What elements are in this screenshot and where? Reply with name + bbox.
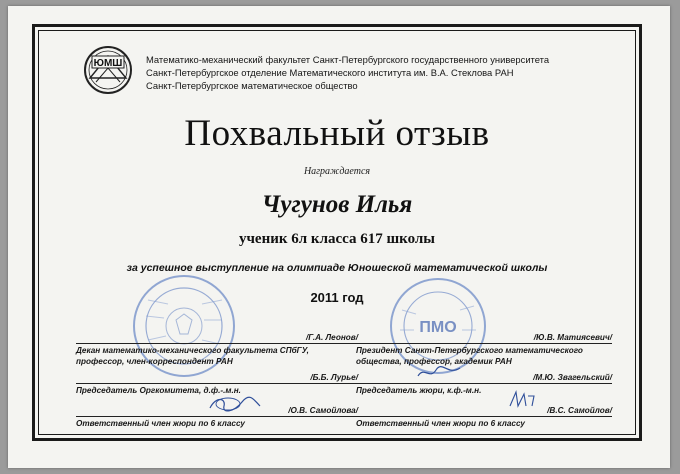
award-year: 2011 год	[310, 290, 364, 305]
stamp-center-text: ПМО	[419, 319, 457, 336]
ymsh-logo	[80, 44, 136, 96]
signature-leonov	[76, 333, 358, 367]
svg-text:ЮМШ: ЮМШ	[93, 58, 123, 69]
signer-name: /М.Ю. Звагельский/	[533, 373, 612, 382]
signer-title-line: Председатель жюри, к.ф.-м.н.	[356, 386, 482, 395]
header-line-3: Санкт-Петербургское математическое общество	[146, 80, 358, 91]
award-reason: за успешное выступление на олимпиаде Юношеской математической школы	[126, 262, 548, 274]
student-line: ученик 6л класса 617 школы	[238, 231, 436, 247]
signer-title-line: Ответственный член жюри по 6 классу	[76, 419, 245, 428]
signature-samoylova	[76, 406, 358, 430]
signer-title-line: Председатель Оргкомитета, д.ф.-.м.н.	[76, 386, 241, 395]
header-line-2: Санкт-Петербургское отделение Математического института им. В.А. Стеклова РАН	[146, 67, 514, 78]
header-organizations	[146, 53, 626, 92]
signer-title-line: Президент Санкт-Петербургского математического	[356, 346, 583, 355]
signer-name: /В.С. Самойлов/	[547, 406, 612, 415]
recipient-name: Чугунов Илья	[261, 191, 413, 218]
signer-title-line: общества, профессор, академик РАН	[356, 356, 512, 366]
signer-title-line: Декан математико-механического факультета СПбГУ,	[76, 346, 309, 355]
signature-zvagelsky	[356, 373, 612, 397]
awarded-label: Награждается	[303, 166, 371, 177]
signature-matiyasevich	[356, 333, 612, 367]
signature-samoylov	[356, 406, 612, 430]
signer-name: /Ю.В. Матиясевич/	[533, 333, 612, 342]
signer-name: /О.В. Самойлова/	[288, 406, 358, 415]
header-line-1: Математико-механический факультет Санкт-Петербургского государственного университета	[146, 54, 550, 65]
signer-title-line: профессор, член-корреспондент РАН	[76, 356, 233, 366]
signer-name: /Б.Б. Лурье/	[310, 373, 358, 382]
signer-name: /Г.А. Леонов/	[306, 333, 358, 342]
certificate-title: Похвальный отзыв	[184, 113, 490, 154]
signature-lurie	[76, 373, 358, 397]
signer-title-line: Ответственный член жюри по 6 классу	[356, 419, 525, 428]
